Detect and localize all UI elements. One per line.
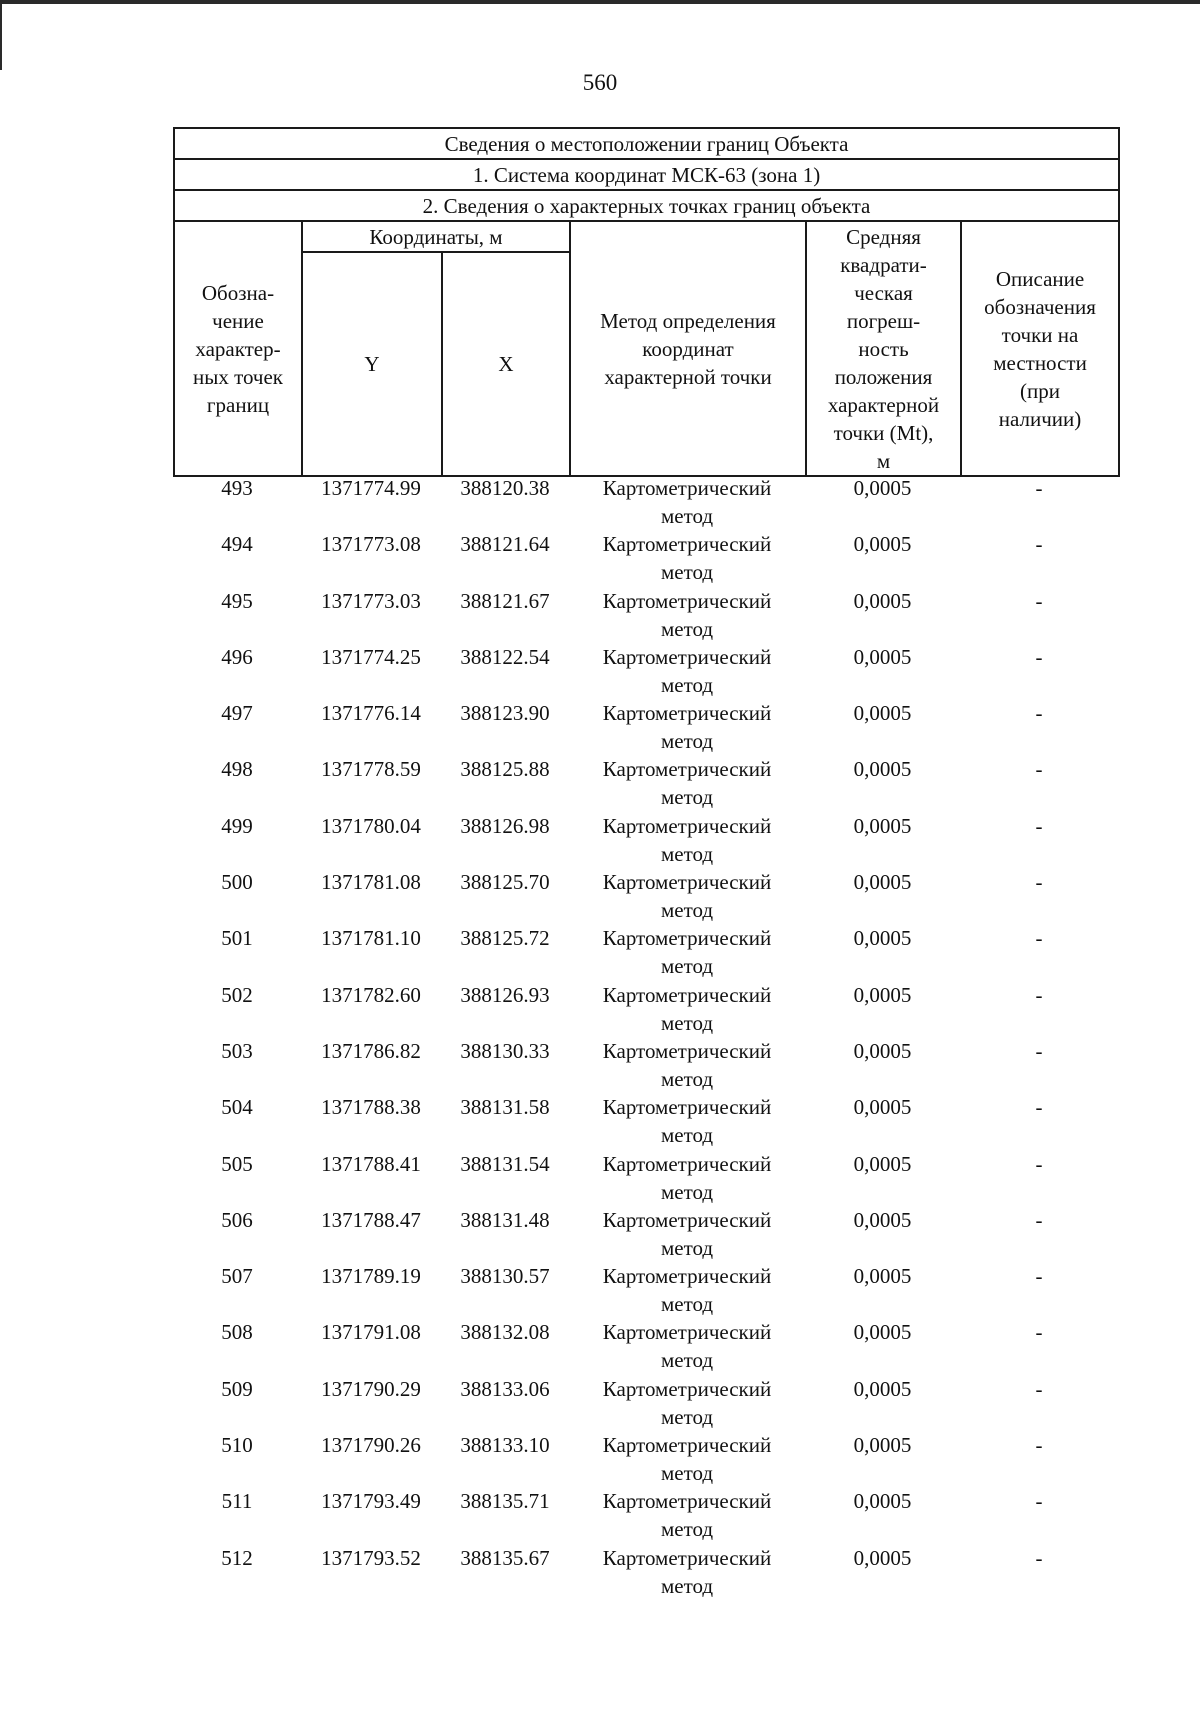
method: Картометрический метод — [602, 1207, 772, 1260]
method: Картометрический метод — [602, 644, 772, 697]
coordinate-x: 388130.57 — [460, 1264, 550, 1289]
section-points-info: 2. Сведения о характерных точках границ объекта — [174, 190, 1119, 221]
coordinate-y: 1371793.49 — [321, 1489, 421, 1514]
point-number: 510 — [221, 1433, 253, 1458]
coordinate-x: 388126.93 — [460, 982, 550, 1007]
coordinate-y: 1371788.38 — [321, 1095, 421, 1120]
table-row — [173, 1375, 1118, 1431]
coordinate-y: 1371791.08 — [321, 1320, 421, 1345]
coordinate-y: 1371773.08 — [321, 532, 421, 557]
description: - — [1035, 588, 1043, 613]
coordinate-y: 1371790.29 — [321, 1376, 421, 1401]
table-row — [173, 924, 1118, 980]
method: Картометрический метод — [602, 532, 772, 585]
table-body — [173, 474, 1118, 1600]
point-number: 493 — [221, 476, 253, 500]
coordinate-x: 388125.88 — [460, 757, 550, 782]
point-number: 509 — [221, 1376, 253, 1401]
coordinate-x: 388126.98 — [460, 813, 550, 838]
description: - — [1035, 701, 1043, 726]
mean-error: 0,0005 — [853, 1320, 912, 1345]
method: Картометрический метод — [602, 1489, 772, 1542]
method: Картометрический метод — [602, 476, 772, 528]
point-number: 499 — [221, 813, 253, 838]
description: - — [1035, 1264, 1043, 1289]
description: - — [1035, 1038, 1043, 1063]
table-row — [173, 474, 1118, 530]
coordinate-x: 388121.64 — [460, 532, 550, 557]
method: Картометрический метод — [602, 1376, 772, 1429]
coordinate-x: 388123.90 — [460, 701, 550, 726]
coordinate-y: 1371774.99 — [321, 476, 421, 500]
mean-error: 0,0005 — [853, 1151, 912, 1176]
coordinate-y: 1371773.03 — [321, 588, 421, 613]
mean-error: 0,0005 — [853, 1095, 912, 1120]
table-row — [173, 1093, 1118, 1149]
coordinate-x: 388121.67 — [460, 588, 550, 613]
table-row — [173, 1544, 1118, 1600]
method: Картометрический метод — [602, 1151, 772, 1204]
coordinate-x: 388131.54 — [460, 1151, 550, 1176]
point-number: 501 — [221, 926, 253, 951]
description: - — [1035, 644, 1043, 669]
header-point-designation: Обозна- чение характер- ных точек границ — [174, 221, 302, 476]
point-number: 502 — [221, 982, 253, 1007]
method: Картометрический метод — [602, 588, 772, 641]
method: Картометрический метод — [602, 1038, 772, 1091]
coordinate-y: 1371781.08 — [321, 870, 421, 895]
mean-error: 0,0005 — [853, 532, 912, 557]
coordinate-y: 1371781.10 — [321, 926, 421, 951]
method: Картометрический метод — [602, 701, 772, 754]
mean-error: 0,0005 — [853, 1545, 912, 1570]
scan-edge-top — [0, 0, 1200, 4]
coordinate-x: 388125.70 — [460, 870, 550, 895]
coordinate-x: 388130.33 — [460, 1038, 550, 1063]
header-coordinates: Координаты, м — [302, 221, 570, 252]
description: - — [1035, 1433, 1043, 1458]
mean-error: 0,0005 — [853, 1207, 912, 1232]
header-description: Описание обозначения точки на местности (при наличии) — [961, 221, 1119, 476]
coordinate-x: 388133.06 — [460, 1376, 550, 1401]
method: Картометрический метод — [602, 1433, 772, 1486]
method: Картометрический метод — [602, 1320, 772, 1373]
coordinate-x: 388120.38 — [460, 476, 550, 500]
table-row — [173, 981, 1118, 1037]
point-number: 506 — [221, 1207, 253, 1232]
table-row — [173, 1150, 1118, 1206]
point-number: 495 — [221, 588, 253, 613]
coordinate-y: 1371789.19 — [321, 1264, 421, 1289]
description: - — [1035, 982, 1043, 1007]
table-row — [173, 1318, 1118, 1374]
coordinate-y: 1371793.52 — [321, 1545, 421, 1570]
coordinate-x: 388122.54 — [460, 644, 550, 669]
method: Картометрический метод — [602, 1095, 772, 1148]
table-row — [173, 699, 1118, 755]
description: - — [1035, 532, 1043, 557]
page-number: 560 — [582, 70, 618, 95]
mean-error: 0,0005 — [853, 588, 912, 613]
point-number: 498 — [221, 757, 253, 782]
table-row — [173, 587, 1118, 643]
method: Картометрический метод — [602, 757, 772, 810]
method: Картометрический метод — [602, 1264, 772, 1317]
coordinate-x: 388133.10 — [460, 1433, 550, 1458]
method: Картометрический метод — [602, 982, 772, 1035]
point-number: 507 — [221, 1264, 253, 1289]
method: Картометрический метод — [602, 870, 772, 923]
coordinate-x: 388135.71 — [460, 1489, 550, 1514]
point-number: 500 — [221, 870, 253, 895]
coordinate-x: 388131.58 — [460, 1095, 550, 1120]
coordinate-x: 388132.08 — [460, 1320, 550, 1345]
description: - — [1035, 926, 1043, 951]
table-row — [173, 868, 1118, 924]
coordinate-y: 1371788.47 — [321, 1207, 421, 1232]
table-header — [173, 127, 1120, 477]
coordinate-y: 1371778.59 — [321, 757, 421, 782]
point-number: 511 — [221, 1489, 253, 1514]
coordinate-y: 1371776.14 — [321, 701, 421, 726]
point-number: 512 — [221, 1545, 253, 1570]
coordinate-y: 1371782.60 — [321, 982, 421, 1007]
coordinate-x: 388125.72 — [460, 926, 550, 951]
coordinate-y: 1371786.82 — [321, 1038, 421, 1063]
point-number: 503 — [221, 1038, 253, 1063]
mean-error: 0,0005 — [853, 476, 912, 500]
table-row — [173, 1206, 1118, 1262]
mean-error: 0,0005 — [853, 870, 912, 895]
description: - — [1035, 1545, 1043, 1570]
description: - — [1035, 1151, 1043, 1176]
section-coordinate-system: 1. Система координат МСК-63 (зона 1) — [174, 159, 1119, 190]
method: Картометрический метод — [602, 926, 772, 979]
description: - — [1035, 1376, 1043, 1401]
mean-error: 0,0005 — [853, 1264, 912, 1289]
header-x: X — [442, 252, 570, 476]
method: Картометрический метод — [602, 1545, 772, 1598]
mean-error: 0,0005 — [853, 1376, 912, 1401]
description: - — [1035, 870, 1043, 895]
description: - — [1035, 757, 1043, 782]
table-row — [173, 1262, 1118, 1318]
description: - — [1035, 1095, 1043, 1120]
table-row — [173, 812, 1118, 868]
mean-error: 0,0005 — [853, 701, 912, 726]
point-number: 497 — [221, 701, 253, 726]
scan-edge-left — [0, 0, 2, 70]
mean-error: 0,0005 — [853, 926, 912, 951]
mean-error: 0,0005 — [853, 982, 912, 1007]
point-number: 504 — [221, 1095, 253, 1120]
table-title: Сведения о местоположении границ Объекта — [174, 128, 1119, 159]
header-mean-error: Средняя квадрати- ческая погреш- ность положения характерной точки (Mt), м — [806, 221, 961, 476]
mean-error: 0,0005 — [853, 813, 912, 838]
table-row — [173, 755, 1118, 811]
table-row — [173, 1037, 1118, 1093]
point-number: 505 — [221, 1151, 253, 1176]
mean-error: 0,0005 — [853, 1489, 912, 1514]
table-row — [173, 1431, 1118, 1487]
coordinate-y: 1371790.26 — [321, 1433, 421, 1458]
point-number: 496 — [221, 644, 253, 669]
description: - — [1035, 476, 1043, 500]
header-method: Метод определения координат характерной точки — [570, 221, 806, 476]
description: - — [1035, 1489, 1043, 1514]
description: - — [1035, 1320, 1043, 1345]
mean-error: 0,0005 — [853, 1433, 912, 1458]
description: - — [1035, 1207, 1043, 1232]
coordinate-y: 1371788.41 — [321, 1151, 421, 1176]
coordinate-x: 388131.48 — [460, 1207, 550, 1232]
description: - — [1035, 813, 1043, 838]
mean-error: 0,0005 — [853, 1038, 912, 1063]
point-number: 494 — [221, 532, 253, 557]
header-y: Y — [302, 252, 442, 476]
mean-error: 0,0005 — [853, 757, 912, 782]
coordinate-y: 1371774.25 — [321, 644, 421, 669]
coordinate-y: 1371780.04 — [321, 813, 421, 838]
table-row — [173, 643, 1118, 699]
point-number: 508 — [221, 1320, 253, 1345]
method: Картометрический метод — [602, 813, 772, 866]
table-row — [173, 530, 1118, 586]
coordinate-x: 388135.67 — [460, 1545, 550, 1570]
table-row — [173, 1487, 1118, 1543]
mean-error: 0,0005 — [853, 644, 912, 669]
